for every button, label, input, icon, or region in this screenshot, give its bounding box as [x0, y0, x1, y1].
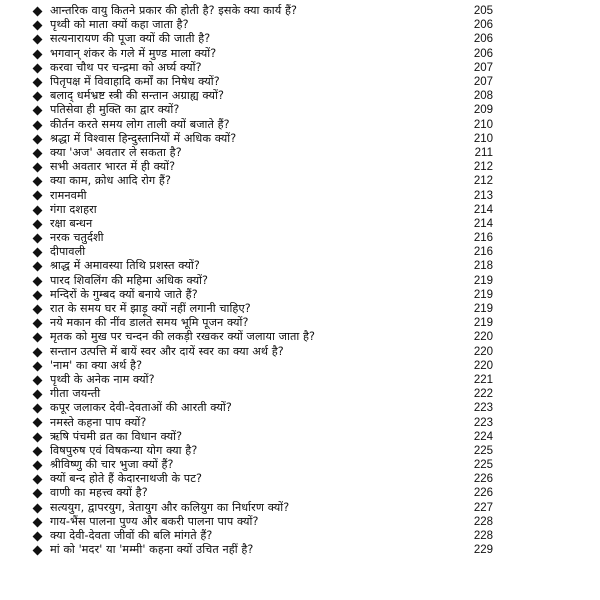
toc-entry-title: नरक चतुर्दशी — [50, 231, 104, 245]
diamond-bullet-icon — [33, 546, 43, 556]
toc-entry-title: कीर्तन करते समय लोग ताली क्यों बजाते हैं? — [50, 117, 230, 131]
diamond-bullet-icon — [33, 92, 43, 102]
toc-entry-page-number: 219 — [473, 303, 493, 316]
diamond-bullet-icon — [33, 304, 43, 314]
diamond-bullet-icon — [33, 432, 43, 442]
toc-entry-page-number: 219 — [473, 288, 493, 301]
toc-entry-page-number: 229 — [473, 544, 493, 557]
toc-entry — [0, 146, 600, 160]
toc-entry — [0, 330, 600, 344]
diamond-bullet-icon — [33, 475, 43, 485]
diamond-bullet-icon — [33, 418, 43, 428]
diamond-bullet-icon — [33, 276, 43, 286]
toc-entry-page-number: 226 — [473, 487, 493, 500]
diamond-bullet-icon — [33, 489, 43, 499]
toc-entry-title: श्रद्धा में विश्वास हिन्दुस्तानियों में अधिक क्यों? — [50, 131, 237, 145]
diamond-bullet-icon — [33, 290, 43, 300]
toc-entry-page-number: 227 — [473, 501, 493, 514]
toc-entry-title: 'नाम' का क्या अर्थ है? — [50, 358, 143, 372]
diamond-bullet-icon — [33, 49, 43, 59]
toc-entry — [0, 259, 600, 273]
toc-entry — [0, 174, 600, 188]
toc-entry-page-number: 220 — [473, 331, 493, 344]
toc-entry-title: आन्तरिक वायु कितने प्रकार की होती है? इसके क्या कार्य हैं? — [50, 4, 298, 18]
toc-entry — [0, 32, 600, 46]
toc-entry-page-number: 206 — [473, 47, 493, 60]
toc-entry-title: सन्तान उत्पत्ति में बायें स्वर और दायें स्वर का क्या अर्थ है? — [50, 344, 284, 358]
toc-list — [0, 4, 600, 557]
toc-entry-title: गाय-भैंस पालना पुण्य और बकरी पालना पाप क्यों? — [50, 514, 259, 528]
diamond-bullet-icon — [33, 531, 43, 541]
toc-entry — [0, 302, 600, 316]
toc-entry-title: पृथ्वी को माता क्यों कहा जाता है? — [50, 18, 189, 32]
diamond-bullet-icon — [33, 361, 43, 371]
toc-entry-page-number: 209 — [473, 104, 493, 117]
toc-entry — [0, 274, 600, 288]
toc-entry — [0, 89, 600, 103]
diamond-bullet-icon — [33, 390, 43, 400]
toc-entry-title: मन्दिरों के गुम्बद क्यों बनाये जाते हैं? — [50, 287, 198, 301]
toc-entry-title: क्या देवी-देवता जीवों की बलि मांगते हैं? — [50, 529, 213, 543]
toc-entry-title: क्या काम, क्रोध आदि रोग हैं? — [50, 174, 171, 188]
toc-entry-title: रात के समय घर में झाड़ू क्यों नहीं लगानी चाहिए? — [50, 302, 251, 316]
toc-entry-title: सत्यनारायण की पूजा क्यों की जाती है? — [50, 32, 211, 46]
toc-entry — [0, 401, 600, 415]
toc-entry-title: गंगा दशहरा — [50, 202, 97, 216]
toc-entry-title: पृथ्वी के अनेक नाम क्यों? — [50, 372, 155, 386]
toc-entry-title: विषपुरुष एवं विषकन्या योग क्या है? — [50, 443, 198, 457]
diamond-bullet-icon — [33, 404, 43, 414]
toc-entry-title: बलाद् धर्मभ्रष्ट स्त्री की सन्तान अग्राह्य क्यों? — [50, 89, 224, 103]
diamond-bullet-icon — [33, 461, 43, 471]
toc-entry-title: पतिसेवा ही मुक्ति का द्वार क्यों? — [50, 103, 180, 117]
diamond-bullet-icon — [33, 234, 43, 244]
toc-entry-page-number: 223 — [473, 402, 493, 415]
diamond-bullet-icon — [33, 319, 43, 329]
toc-entry-page-number: 220 — [473, 359, 493, 372]
toc-entry-title: कपूर जलाकर देवी-देवताओं की आरती क्यों? — [50, 401, 232, 415]
diamond-bullet-icon — [33, 191, 43, 201]
toc-entry — [0, 203, 600, 217]
toc-entry-page-number: 216 — [473, 232, 493, 245]
toc-entry-page-number: 206 — [473, 19, 493, 32]
toc-entry-title: रामनवमी — [50, 188, 87, 202]
diamond-bullet-icon — [33, 503, 43, 513]
toc-entry — [0, 515, 600, 529]
toc-entry-page-number: 214 — [473, 203, 493, 216]
toc-entry-title: गीता जयन्ती — [50, 387, 101, 401]
toc-entry — [0, 458, 600, 472]
toc-entry — [0, 18, 600, 32]
toc-entry — [0, 373, 600, 387]
toc-entry — [0, 472, 600, 486]
toc-entry-page-number: 228 — [473, 515, 493, 528]
diamond-bullet-icon — [33, 106, 43, 116]
toc-entry-title: ऋषि पंचमी व्रत का विधान क्यों? — [50, 429, 183, 443]
diamond-bullet-icon — [33, 35, 43, 45]
toc-entry-title: करवा चौथ पर चन्द्रमा को अर्घ्य क्यों? — [50, 60, 202, 74]
toc-entry-page-number: 212 — [473, 161, 493, 174]
toc-entry-page-number: 205 — [473, 5, 493, 18]
diamond-bullet-icon — [33, 262, 43, 272]
toc-entry-title: दीपावली — [50, 245, 86, 259]
toc-entry — [0, 217, 600, 231]
toc-entry-page-number: 223 — [473, 416, 493, 429]
toc-entry-page-number: 222 — [473, 388, 493, 401]
toc-entry — [0, 132, 600, 146]
toc-entry-title: नमस्ते कहना पाप क्यों? — [50, 415, 147, 429]
toc-entry-page-number: 225 — [473, 444, 493, 457]
diamond-bullet-icon — [33, 205, 43, 215]
toc-entry — [0, 387, 600, 401]
toc-entry — [0, 118, 600, 132]
diamond-bullet-icon — [33, 134, 43, 144]
toc-entry-page-number: 216 — [473, 246, 493, 259]
toc-entry-title: क्यों बन्द होते हैं केदारनाथजी के पट? — [50, 472, 203, 486]
toc-entry — [0, 47, 600, 61]
toc-entry-page-number: 210 — [473, 132, 493, 145]
toc-entry — [0, 4, 600, 18]
toc-entry — [0, 316, 600, 330]
toc-entry-page-number: 211 — [474, 146, 493, 159]
diamond-bullet-icon — [33, 219, 43, 229]
diamond-bullet-icon — [33, 77, 43, 87]
diamond-bullet-icon — [33, 347, 43, 357]
toc-entry — [0, 501, 600, 515]
toc-entry-title: सत्ययुग, द्वापरयुग, त्रेतायुग और कलियुग का निर्धारण क्यों? — [50, 500, 290, 514]
diamond-bullet-icon — [33, 375, 43, 385]
toc-entry — [0, 61, 600, 75]
diamond-bullet-icon — [33, 248, 43, 258]
toc-entry — [0, 75, 600, 89]
toc-entry-title: श्रीविष्णु की चार भुजा क्यों हैं? — [50, 458, 174, 472]
toc-entry — [0, 188, 600, 202]
toc-entry-page-number: 213 — [473, 189, 493, 202]
toc-entry-page-number: 214 — [473, 217, 493, 230]
diamond-bullet-icon — [33, 517, 43, 527]
diamond-bullet-icon — [33, 120, 43, 130]
diamond-bullet-icon — [33, 21, 43, 31]
toc-entry — [0, 288, 600, 302]
diamond-bullet-icon — [33, 163, 43, 173]
toc-entry-page-number: 220 — [473, 345, 493, 358]
toc-entry — [0, 529, 600, 543]
toc-entry-page-number: 206 — [473, 33, 493, 46]
toc-entry-page-number: 219 — [473, 274, 493, 287]
toc-entry-title: नये मकान की नींव डालते समय भूमि पूजन क्यों? — [50, 316, 249, 330]
toc-entry-page-number: 210 — [473, 118, 493, 131]
toc-entry — [0, 231, 600, 245]
diamond-bullet-icon — [33, 446, 43, 456]
toc-entry-title: भगवान् शंकर के गले में मुण्ड माला क्यों? — [50, 46, 217, 60]
diamond-bullet-icon — [33, 7, 43, 17]
toc-entry — [0, 415, 600, 429]
toc-entry — [0, 444, 600, 458]
toc-entry-page-number: 228 — [473, 530, 493, 543]
toc-entry-page-number: 221 — [473, 373, 493, 386]
toc-entry-page-number: 225 — [473, 459, 493, 472]
diamond-bullet-icon — [33, 148, 43, 158]
toc-entry-title: रक्षा बन्धन — [50, 216, 93, 230]
toc-entry-page-number: 219 — [473, 317, 493, 330]
toc-entry-page-number: 207 — [473, 76, 493, 89]
toc-entry-title: पितृपक्ष में विवाहादि कर्मों का निषेध क्यों? — [50, 75, 220, 89]
diamond-bullet-icon — [33, 177, 43, 187]
toc-entry-page-number: 207 — [473, 61, 493, 74]
toc-entry — [0, 245, 600, 259]
toc-entry — [0, 543, 600, 557]
toc-entry — [0, 486, 600, 500]
toc-entry-title: मृतक को मुख पर चन्दन की लकड़ी रखकर क्यों जलाया जाता है? — [50, 330, 316, 344]
diamond-bullet-icon — [33, 63, 43, 73]
toc-entry-title: पारद शिवलिंग की महिमा अधिक क्यों? — [50, 273, 209, 287]
toc-entry — [0, 345, 600, 359]
toc-entry-title: श्राद्ध में अमावस्या तिथि प्रशस्त क्यों? — [50, 259, 200, 273]
toc-entry-page-number: 224 — [473, 430, 493, 443]
toc-entry-title: क्या 'अज' अवतार ले सकता है? — [50, 145, 182, 159]
toc-entry-page-number: 218 — [473, 260, 493, 273]
toc-entry — [0, 103, 600, 117]
toc-entry-title: सभी अवतार भारत में ही क्यों? — [50, 160, 176, 174]
toc-entry-title: मां को 'मदर' या 'मम्मी' कहना क्यों उचित नहीं है? — [50, 543, 254, 557]
toc-entry — [0, 160, 600, 174]
toc-entry — [0, 359, 600, 373]
toc-entry-page-number: 208 — [473, 90, 493, 103]
toc-entry — [0, 430, 600, 444]
toc-entry-page-number: 212 — [473, 175, 493, 188]
diamond-bullet-icon — [33, 333, 43, 343]
toc-entry-title: वाणी का महत्त्व क्यों है? — [50, 486, 148, 500]
toc-entry-page-number: 226 — [473, 473, 493, 486]
